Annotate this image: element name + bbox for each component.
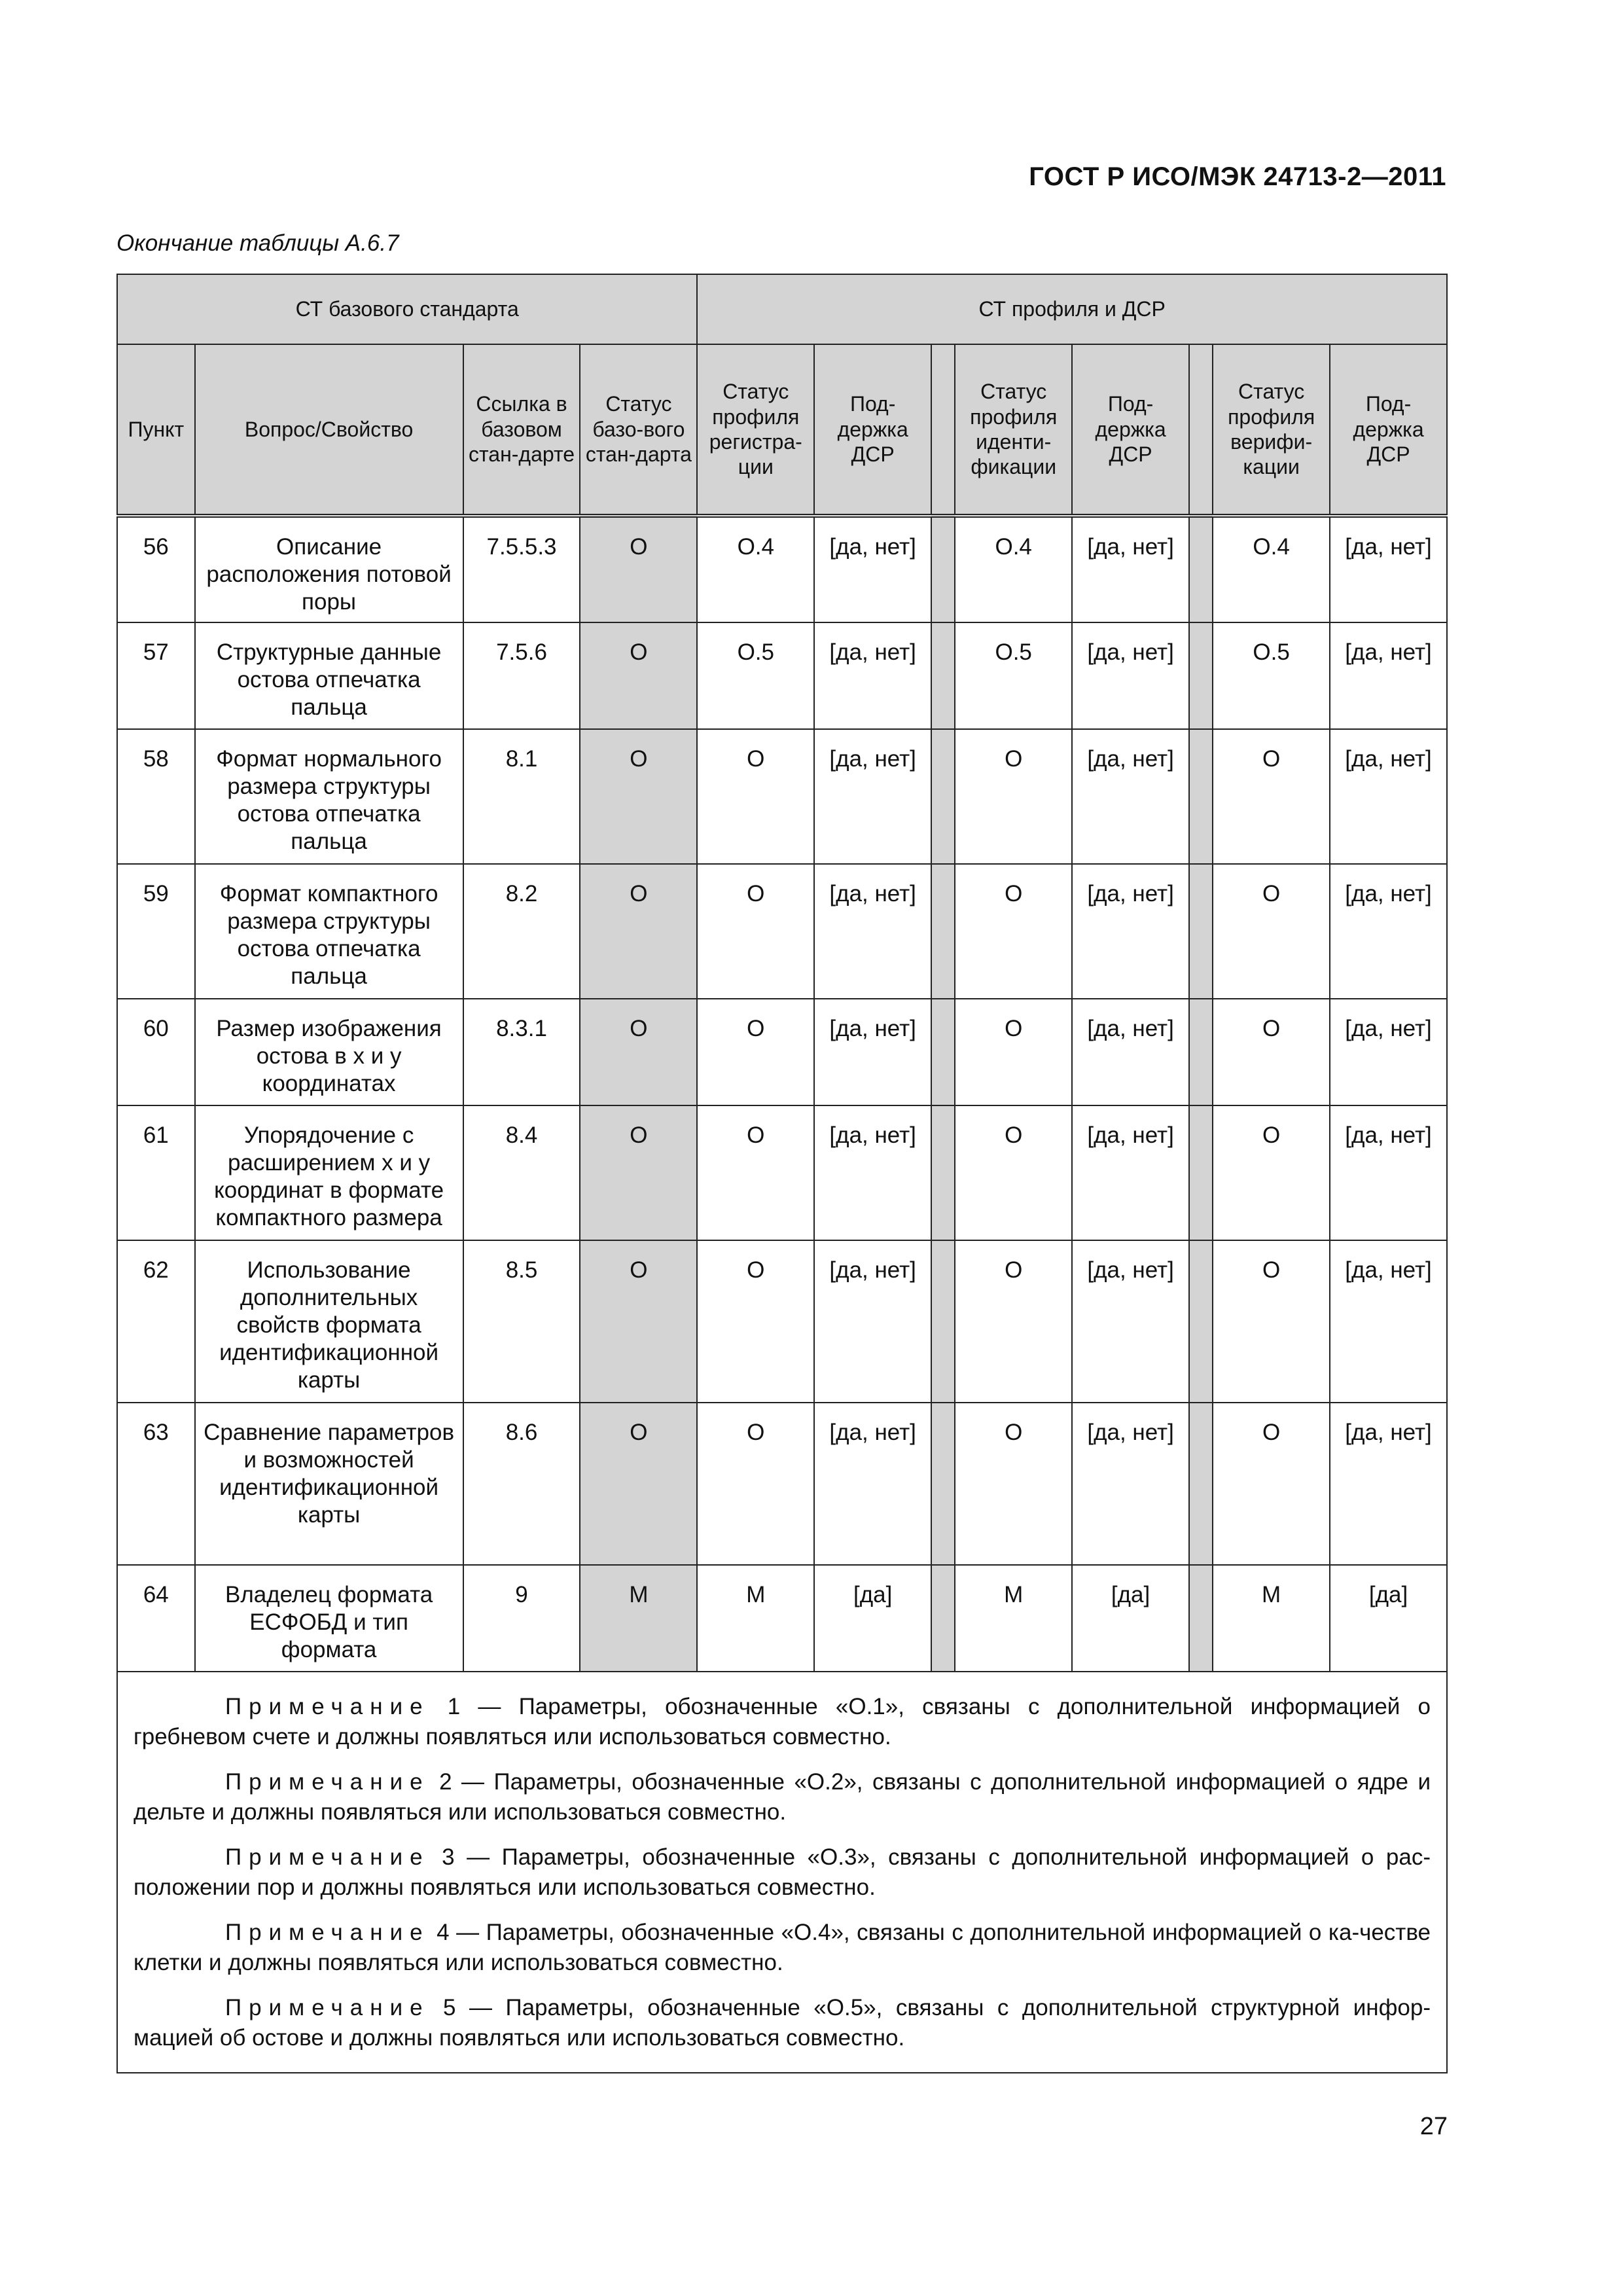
table-row [117, 622, 1447, 729]
cell-question: Структурные данные остова отпечатка пальца [195, 622, 463, 729]
cell-ver-status: M [1213, 1565, 1330, 1672]
cell-reg-support: [да, нет] [814, 622, 931, 729]
cell-base-status: O [580, 729, 697, 864]
cell-num: 57 [117, 622, 195, 729]
note-text: 4 — Параметры, обозначенные «O.4», связаны с дополнительной информацией о ка-честве клетки и должны появляться или использоваться совместно. [134, 1920, 1431, 1975]
column-separator [931, 1565, 955, 1672]
cell-ref: 7.5.6 [463, 622, 580, 729]
table-caption: Окончание таблицы А.6.7 [116, 230, 399, 256]
cell-ver-status: O [1213, 999, 1330, 1105]
cell-reg-status: O [697, 1105, 814, 1240]
table-row [117, 864, 1447, 999]
table-row [117, 1105, 1447, 1240]
cell-id-status: O [955, 864, 1072, 999]
cell-ver-support: [да, нет] [1330, 729, 1447, 864]
column-separator [931, 729, 955, 864]
column-header-row [117, 344, 1447, 516]
cell-id-support: [да] [1072, 1565, 1189, 1672]
cell-ref: 8.5 [463, 1240, 580, 1403]
cell-reg-support: [да, нет] [814, 1105, 931, 1240]
col-header-ver-status: Статус профиля верифи-кации [1213, 344, 1330, 516]
cell-question: Формат компактного размера структуры остова отпечатка пальца [195, 864, 463, 999]
cell-ver-status: O [1213, 864, 1330, 999]
note-label: Примечание [225, 1995, 430, 2020]
cell-ref: 7.5.5.3 [463, 516, 580, 622]
cell-reg-support: [да, нет] [814, 1403, 931, 1565]
cell-reg-support: [да, нет] [814, 729, 931, 864]
column-separator [931, 344, 955, 516]
cell-reg-status: O [697, 1403, 814, 1565]
cell-id-support: [да, нет] [1072, 622, 1189, 729]
cell-num: 64 [117, 1565, 195, 1672]
cell-ref: 8.2 [463, 864, 580, 999]
cell-ref: 8.4 [463, 1105, 580, 1240]
cell-ver-status: O [1213, 1403, 1330, 1565]
column-separator [1189, 622, 1213, 729]
cell-ver-status: O.4 [1213, 516, 1330, 622]
cell-id-status: O [955, 729, 1072, 864]
cell-reg-support: [да, нет] [814, 1240, 931, 1403]
cell-reg-status: O [697, 864, 814, 999]
cell-reg-status: M [697, 1565, 814, 1672]
cell-question: Упорядочение с расширением x и y координат в формате компактного размера [195, 1105, 463, 1240]
table-row [117, 1403, 1447, 1565]
note-text: 1 — Параметры, обозначенные «O.1», связаны с дополнительной информацией о гребневом счете и должны появляться или использоваться совместно. [134, 1694, 1431, 1749]
cell-ref: 9 [463, 1565, 580, 1672]
notes-cell [117, 1672, 1447, 2073]
note-label: Примечание [225, 1920, 430, 1945]
cell-base-status: M [580, 1565, 697, 1672]
page-number: 27 [1419, 2113, 1448, 2140]
cell-num: 56 [117, 516, 195, 622]
cell-id-support: [да, нет] [1072, 1403, 1189, 1565]
note-1 [134, 1692, 1431, 1751]
cell-base-status: O [580, 999, 697, 1105]
col-header-reg-status: Статус профиля регистра-ции [697, 344, 814, 516]
cell-id-status: M [955, 1565, 1072, 1672]
cell-num: 58 [117, 729, 195, 864]
group-base-standard: СТ базового стандарта [117, 274, 697, 344]
column-separator [931, 1105, 955, 1240]
cell-ver-status: O.5 [1213, 622, 1330, 729]
note-2 [134, 1767, 1431, 1827]
cell-reg-status: O.4 [697, 516, 814, 622]
cell-ver-support: [да, нет] [1330, 999, 1447, 1105]
cell-reg-status: O [697, 999, 814, 1105]
cell-id-status: O [955, 1240, 1072, 1403]
col-header-ver-support: Под-держка ДСР [1330, 344, 1447, 516]
cell-id-status: O [955, 1105, 1072, 1240]
table-row [117, 1240, 1447, 1403]
note-label: Примечание [225, 1844, 430, 1870]
cell-id-support: [да, нет] [1072, 999, 1189, 1105]
cell-ver-support: [да, нет] [1330, 1403, 1447, 1565]
cell-question: Формат нормального размера структуры остова отпечатка пальца [195, 729, 463, 864]
table-row [117, 1565, 1447, 1672]
cell-id-status: O [955, 1403, 1072, 1565]
cell-base-status: O [580, 622, 697, 729]
cell-id-support: [да, нет] [1072, 1105, 1189, 1240]
cell-ref: 8.3.1 [463, 999, 580, 1105]
column-separator [1189, 729, 1213, 864]
cell-reg-status: O [697, 1240, 814, 1403]
note-label: Примечание [225, 1694, 430, 1719]
cell-ver-support: [да, нет] [1330, 622, 1447, 729]
cell-question: Описание расположения потовой поры [195, 516, 463, 622]
note-text: 3 — Параметры, обозначенные «O.3», связаны с дополнительной информацией о рас-положении пор и должны появляться или использоваться совместно. [134, 1844, 1431, 1900]
table-row [117, 516, 1447, 622]
table-row [117, 729, 1447, 864]
column-separator [931, 1403, 955, 1565]
cell-ver-support: [да] [1330, 1565, 1447, 1672]
cell-ver-status: O [1213, 729, 1330, 864]
group-header-row [117, 274, 1447, 344]
cell-ver-support: [да, нет] [1330, 516, 1447, 622]
col-header-base-status: Статус базо-вого стан-дарта [580, 344, 697, 516]
note-text: 2 — Параметры, обозначенные «O.2», связаны с дополнительной информацией о ядре и дельте и должны появляться или использоваться совместно. [134, 1769, 1431, 1825]
cell-reg-support: [да, нет] [814, 516, 931, 622]
cell-id-support: [да, нет] [1072, 864, 1189, 999]
cell-base-status: O [580, 1240, 697, 1403]
col-header-id-status: Статус профиля иденти-фикации [955, 344, 1072, 516]
cell-ver-status: O [1213, 1105, 1330, 1240]
cell-num: 61 [117, 1105, 195, 1240]
cell-question: Использование дополнительных свойств формата идентификационной карты [195, 1240, 463, 1403]
table-row [117, 999, 1447, 1105]
cell-base-status: O [580, 516, 697, 622]
group-profile-dsr: СТ профиля и ДСР [697, 274, 1447, 344]
cell-num: 62 [117, 1240, 195, 1403]
column-separator [1189, 1240, 1213, 1403]
col-header-ref: Ссылка в базовом стан-дарте [463, 344, 580, 516]
cell-ver-support: [да, нет] [1330, 864, 1447, 999]
col-header-reg-support: Под-держка ДСР [814, 344, 931, 516]
note-4 [134, 1918, 1431, 1977]
cell-id-support: [да, нет] [1072, 729, 1189, 864]
column-separator [1189, 999, 1213, 1105]
col-header-num: Пункт [117, 344, 195, 516]
cell-reg-support: [да, нет] [814, 864, 931, 999]
cell-id-status: O.5 [955, 622, 1072, 729]
cell-reg-support: [да] [814, 1565, 931, 1672]
note-text: 5 — Параметры, обозначенные «O.5», связаны с дополнительной структурной инфор-мацией об остове и должны появляться или использоваться совместно. [134, 1995, 1431, 2051]
notes-row [117, 1672, 1447, 2073]
cell-num: 63 [117, 1403, 195, 1565]
cell-ver-support: [да, нет] [1330, 1105, 1447, 1240]
cell-id-support: [да, нет] [1072, 1240, 1189, 1403]
cell-base-status: O [580, 864, 697, 999]
cell-ver-support: [да, нет] [1330, 1240, 1447, 1403]
note-3 [134, 1842, 1431, 1902]
column-separator [1189, 1565, 1213, 1672]
cell-ref: 8.6 [463, 1403, 580, 1565]
cell-num: 60 [117, 999, 195, 1105]
cell-base-status: O [580, 1105, 697, 1240]
cell-question: Сравнение параметров и возможностей идентификационной карты [195, 1403, 463, 1565]
note-5 [134, 1993, 1431, 2053]
cell-id-status: O.4 [955, 516, 1072, 622]
col-header-question: Вопрос/Свойство [195, 344, 463, 516]
cell-question: Размер изображения остова в x и y координатах [195, 999, 463, 1105]
cell-reg-status: O.5 [697, 622, 814, 729]
cell-question: Владелец формата ЕСФОБД и тип формата [195, 1565, 463, 1672]
column-separator [1189, 344, 1213, 516]
column-separator [931, 622, 955, 729]
note-label: Примечание [225, 1769, 430, 1795]
column-separator [931, 1240, 955, 1403]
cell-base-status: O [580, 1403, 697, 1565]
document-id: ГОСТ Р ИСО/МЭК 24713-2—2011 [1029, 162, 1446, 191]
cell-ref: 8.1 [463, 729, 580, 864]
column-separator [931, 999, 955, 1105]
cell-ver-status: O [1213, 1240, 1330, 1403]
cell-reg-status: O [697, 729, 814, 864]
column-separator [1189, 1403, 1213, 1565]
column-separator [931, 864, 955, 999]
column-separator [1189, 864, 1213, 999]
column-separator [1189, 1105, 1213, 1240]
column-separator [931, 516, 955, 622]
cell-reg-support: [да, нет] [814, 999, 931, 1105]
cell-id-support: [да, нет] [1072, 516, 1189, 622]
col-header-id-support: Под-держка ДСР [1072, 344, 1189, 516]
cell-num: 59 [117, 864, 195, 999]
requirements-table [116, 274, 1448, 2073]
column-separator [1189, 516, 1213, 622]
cell-id-status: O [955, 999, 1072, 1105]
